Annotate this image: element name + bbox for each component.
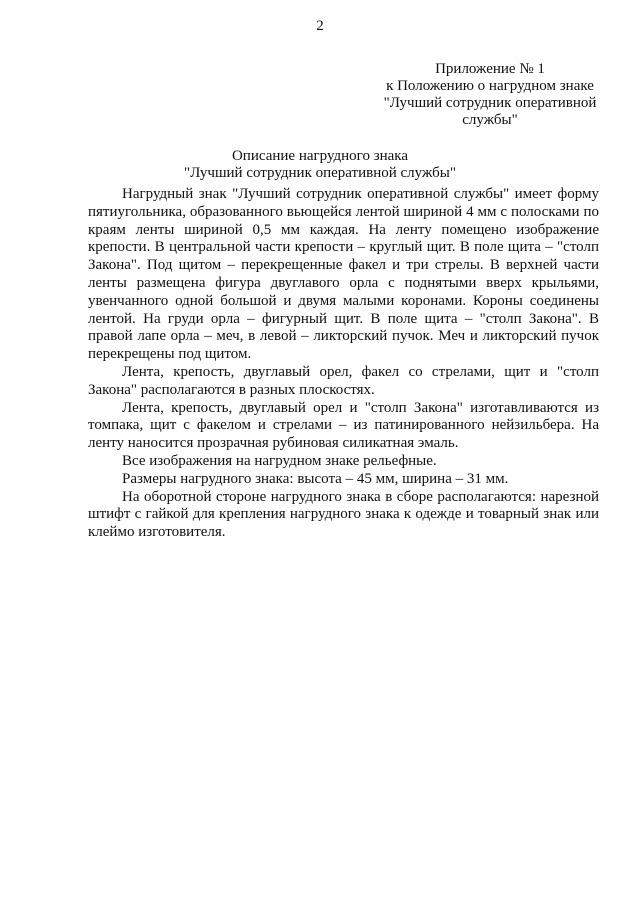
paragraph: Лента, крепость, двуглавый орел и "столп Закона" изготавливаются из томпака, щит с факелом и стрелами – из патинированного нейзильбера. На ленту наносится прозрачная рубиновая силикатная эмаль. — [88, 399, 599, 452]
appendix-line-1: Приложение № 1 — [435, 61, 545, 77]
document-title — [0, 148, 640, 182]
title-line-2: "Лучший сотрудник оперативной службы" — [184, 165, 456, 181]
page-number: 2 — [316, 18, 324, 34]
title-line-1: Описание нагрудного знака — [231, 148, 409, 164]
appendix-header — [350, 61, 630, 129]
paragraph: Размеры нагрудного знака: высота – 45 мм, ширина – 31 мм. — [122, 470, 509, 487]
appendix-line-4: службы" — [462, 112, 518, 128]
body-text — [88, 186, 599, 542]
paragraph: Лента, крепость, двуглавый орел, факел со стрелами, щит и "столп Закона" располагаются в разных плоскостях. — [88, 363, 599, 398]
appendix-line-2: к Положению о нагрудном знаке — [386, 78, 594, 94]
paragraph: На оборотной стороне нагрудного знака в сборе располагаются: нарезной штифт с гайкой для крепления нагрудного знака к одежде и товарный знак или клеймо изготовителя. — [88, 488, 599, 541]
paragraph: Все изображения на нагрудном знаке рельефные. — [122, 452, 437, 469]
paragraph: Нагрудный знак "Лучший сотрудник оперативной службы" имеет форму пятиугольника, образованного вьющейся лентой шириной 4 мм с полосками по краям ленты шириной 0,5 мм каждая. На ленту помещено изображение крепости. В центральной части крепости – круглый щит. В поле щита – "столп Закона". Под щитом – перекрещенные факел и три стрелы. В верхней части ленты размещена фигура двуглавого орла с поднятыми вверх крыльями, увенчанного одной большой и двумя малыми коронами. Короны соединены лентой. На груди орла – фигурный щит. В поле щита – "столп Закона". В правой лапе орла – меч, в левой – ликторский пучок. Меч и ликторский пучок перекрещены под щитом. — [88, 186, 599, 363]
appendix-line-3: "Лучший сотрудник оперативной — [383, 95, 597, 111]
